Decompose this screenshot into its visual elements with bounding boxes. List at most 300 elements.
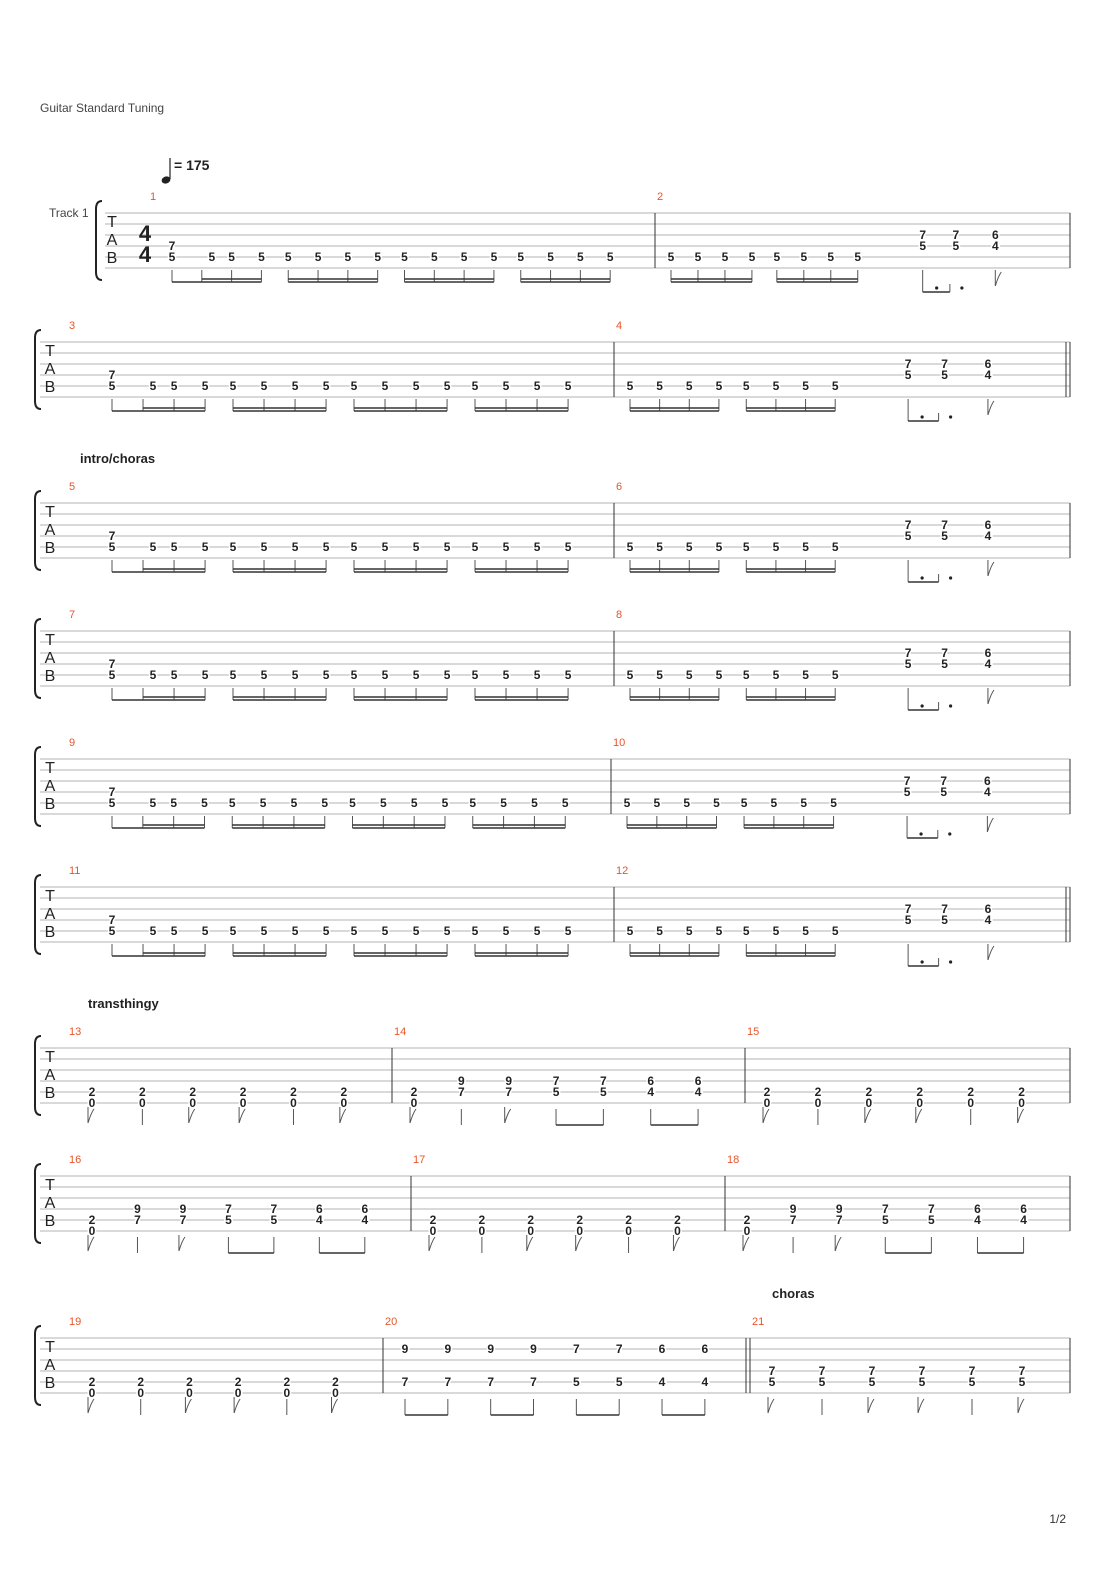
fret-number: 2	[814, 1085, 822, 1099]
tab-clef-letter: T	[45, 760, 55, 777]
tab-clef-letter: T	[45, 1177, 55, 1194]
fret-number: 5	[228, 250, 235, 264]
fret-number: 2	[88, 1375, 96, 1389]
note-flag	[1018, 1397, 1024, 1413]
tab-clef-letter: A	[44, 1195, 56, 1212]
fret-number: 2	[88, 1085, 96, 1099]
fret-number: 5	[656, 540, 663, 554]
fret-number: 0	[743, 1224, 751, 1238]
fret-number: 5	[379, 796, 387, 810]
fret-number: 9	[487, 1342, 495, 1356]
fret-number: 5	[802, 924, 809, 938]
fret-number: 0	[865, 1096, 873, 1110]
fret-number: 0	[763, 1096, 771, 1110]
fret-number: 5	[374, 250, 382, 264]
fret-number: 7	[108, 368, 116, 382]
fret-number: 5	[606, 250, 614, 264]
fret-number: 5	[831, 668, 839, 682]
measure-number: 21	[752, 1316, 765, 1328]
fret-number: 5	[623, 796, 631, 810]
fret-number: 5	[742, 924, 750, 938]
tab-clef-letter: B	[44, 668, 56, 685]
note-flag	[988, 944, 994, 960]
fret-number: 0	[88, 1224, 96, 1238]
fret-number: 5	[773, 250, 781, 264]
measure-number: 17	[413, 1154, 426, 1166]
fret-number: 5	[108, 379, 116, 393]
fret-number: 5	[321, 796, 329, 810]
fret-number: 5	[772, 924, 780, 938]
fret-number: 4	[984, 657, 992, 671]
fret-number: 0	[88, 1096, 96, 1110]
fret-number: 5	[918, 1375, 926, 1389]
note-flag	[987, 816, 993, 832]
fret-number: 5	[412, 924, 420, 938]
fret-number: 5	[941, 368, 948, 382]
fret-number: 5	[564, 379, 572, 393]
fret-number: 4	[647, 1085, 655, 1099]
fret-number: 7	[941, 902, 948, 916]
fret-number: 5	[228, 796, 236, 810]
fret-number: 5	[441, 796, 449, 810]
fret-number: 5	[533, 540, 541, 554]
fret-number: 5	[443, 379, 451, 393]
fret-number: 5	[471, 924, 479, 938]
fret-number: 5	[412, 540, 420, 554]
fret-number: 5	[401, 250, 408, 264]
fret-number: 5	[108, 540, 116, 554]
measure-number: 7	[69, 609, 76, 621]
fret-number: 5	[802, 379, 809, 393]
fret-number: 5	[626, 924, 634, 938]
fret-number: 0	[283, 1386, 291, 1400]
fret-number: 2	[137, 1375, 145, 1389]
fret-number: 5	[564, 668, 572, 682]
measure-number: 3	[69, 320, 76, 332]
fret-number: 5	[831, 924, 839, 938]
fret-number: 7	[225, 1202, 232, 1216]
fret-number: 5	[168, 250, 176, 264]
fret-number: 0	[1018, 1096, 1025, 1110]
note-flag	[988, 560, 994, 576]
fret-number: 6	[984, 357, 992, 371]
tab-clef-letter: B	[44, 1213, 56, 1230]
fret-number: 5	[229, 924, 237, 938]
section-label: intro/choras	[80, 451, 156, 466]
fret-number: 9	[401, 1342, 409, 1356]
fret-number: 0	[576, 1224, 584, 1238]
fret-number: 5	[471, 379, 479, 393]
fret-number: 0	[290, 1096, 297, 1110]
fret-number: 5	[653, 796, 661, 810]
fret-number: 5	[290, 796, 298, 810]
fret-number: 6	[984, 646, 992, 660]
fret-number: 5	[469, 796, 477, 810]
dot	[948, 832, 951, 835]
fret-number: 5	[694, 250, 702, 264]
tab-clef-letter: B	[44, 1085, 56, 1102]
fret-number: 5	[768, 1375, 776, 1389]
fret-number: 5	[904, 913, 912, 927]
fret-number: 0	[967, 1096, 975, 1110]
tab-clef-letter: B	[106, 250, 118, 267]
tab-clef-letter: T	[107, 214, 117, 231]
fret-number: 2	[743, 1213, 751, 1227]
fret-number: 2	[967, 1085, 975, 1099]
fret-number: 7	[134, 1213, 141, 1227]
fret-number: 0	[88, 1386, 96, 1400]
fret-number: 2	[410, 1085, 418, 1099]
fret-number: 2	[139, 1085, 146, 1099]
fret-number: 2	[189, 1085, 197, 1099]
fret-number: 5	[201, 379, 209, 393]
tab-clef-letter: A	[44, 778, 56, 795]
fret-number: 5	[291, 668, 299, 682]
fret-number: 7	[835, 1213, 843, 1227]
tab-clef-letter: T	[45, 343, 55, 360]
fret-number: 4	[974, 1213, 981, 1227]
fret-number: 5	[322, 540, 330, 554]
fret-number: 5	[552, 1085, 560, 1099]
fret-number: 5	[201, 668, 209, 682]
fret-number: 5	[941, 913, 948, 927]
fret-number: 5	[748, 250, 756, 264]
tab-clef-letter: A	[44, 650, 56, 667]
fret-number: 0	[814, 1096, 822, 1110]
fret-number: 5	[260, 668, 268, 682]
fret-number: 7	[552, 1074, 560, 1088]
fret-number: 9	[179, 1202, 187, 1216]
fret-number: 5	[229, 668, 237, 682]
tab-clef-letter: A	[44, 906, 56, 923]
fret-number: 5	[270, 1213, 278, 1227]
fret-number: 5	[968, 1375, 976, 1389]
fret-number: 9	[530, 1342, 537, 1356]
fret-number: 7	[789, 1213, 797, 1227]
fret-number: 5	[715, 379, 723, 393]
fret-number: 5	[561, 796, 569, 810]
fret-number: 4	[991, 239, 999, 253]
fret-number: 9	[458, 1074, 465, 1088]
tab-clef-letter: B	[44, 924, 56, 941]
fret-number: 5	[919, 239, 927, 253]
fret-number: 5	[685, 668, 693, 682]
fret-number: 2	[429, 1213, 437, 1227]
note-flag	[988, 399, 994, 415]
fret-number: 5	[802, 668, 809, 682]
fret-number: 6	[974, 1202, 981, 1216]
fret-number: 5	[531, 796, 538, 810]
note-flag	[768, 1397, 774, 1413]
time-signature-top: 4	[138, 221, 152, 246]
fret-number: 5	[772, 668, 780, 682]
fret-number: 5	[952, 239, 960, 253]
fret-number: 5	[564, 540, 572, 554]
fret-number: 5	[772, 379, 780, 393]
fret-number: 7	[573, 1342, 580, 1356]
fret-number: 5	[533, 379, 541, 393]
track-label: Track 1	[49, 206, 89, 220]
measure-number: 10	[613, 737, 626, 749]
dot	[919, 832, 922, 835]
fret-number: 5	[349, 796, 356, 810]
tab-clef-letter: B	[44, 540, 56, 557]
fret-number: 0	[625, 1224, 632, 1238]
tab-clef-letter: T	[45, 632, 55, 649]
fret-number: 5	[108, 668, 116, 682]
dot	[949, 415, 952, 418]
fret-number: 7	[108, 913, 116, 927]
fret-number: 5	[225, 1213, 232, 1227]
fret-number: 5	[170, 379, 178, 393]
fret-number: 2	[88, 1213, 96, 1227]
fret-number: 5	[800, 796, 808, 810]
fret-number: 5	[443, 668, 451, 682]
fret-number: 6	[984, 902, 992, 916]
fret-number: 7	[401, 1375, 409, 1389]
note-flag	[868, 1397, 874, 1413]
fret-number: 0	[189, 1096, 197, 1110]
fret-number: 0	[527, 1224, 535, 1238]
tab-clef-letter: T	[45, 888, 55, 905]
fret-number: 5	[615, 1375, 623, 1389]
fret-number: 5	[1018, 1375, 1026, 1389]
fret-number: 5	[626, 379, 634, 393]
tab-clef-letter: A	[106, 232, 118, 249]
fret-number: 5	[881, 1213, 889, 1227]
fret-number: 7	[768, 1364, 776, 1378]
fret-number: 7	[904, 646, 912, 660]
fret-number: 6	[694, 1074, 702, 1088]
fret-number: 5	[443, 540, 451, 554]
fret-number: 5	[600, 1085, 607, 1099]
fret-number: 5	[412, 379, 420, 393]
fret-number: 5	[904, 657, 912, 671]
section-label: choras	[772, 1286, 815, 1301]
fret-number: 4	[658, 1375, 666, 1389]
measure-number: 4	[616, 320, 623, 332]
fret-number: 7	[941, 646, 948, 660]
fret-number: 6	[647, 1074, 655, 1088]
fret-number: 2	[527, 1213, 535, 1227]
fret-number: 4	[694, 1085, 702, 1099]
fret-number: 6	[316, 1202, 323, 1216]
fret-number: 5	[350, 540, 358, 554]
fret-number: 5	[260, 379, 268, 393]
tab-clef-letter: B	[44, 379, 56, 396]
fret-number: 5	[149, 924, 157, 938]
fret-number: 2	[234, 1375, 242, 1389]
dot	[921, 415, 924, 418]
fret-number: 9	[835, 1202, 843, 1216]
fret-number: 4	[984, 529, 992, 543]
fret-number: 7	[458, 1085, 465, 1099]
fret-number: 9	[505, 1074, 513, 1088]
fret-number: 5	[291, 924, 299, 938]
fret-number: 6	[701, 1342, 709, 1356]
fret-number: 7	[904, 357, 912, 371]
fret-number: 7	[444, 1375, 452, 1389]
fret-number: 5	[802, 540, 809, 554]
fret-number: 4	[984, 785, 991, 799]
fret-number: 7	[108, 657, 116, 671]
fret-number: 7	[108, 785, 116, 799]
fret-number: 6	[984, 774, 991, 788]
fret-number: 5	[818, 1375, 826, 1389]
fret-number: 5	[941, 657, 948, 671]
fret-number: 7	[904, 518, 912, 532]
fret-number: 5	[683, 796, 691, 810]
fret-number: 2	[674, 1213, 681, 1227]
fret-number: 7	[505, 1085, 513, 1099]
tuning-label: Guitar Standard Tuning	[40, 101, 165, 115]
fret-number: 5	[314, 250, 322, 264]
fret-number: 7	[940, 774, 948, 788]
fret-number: 4	[984, 368, 992, 382]
fret-number: 6	[361, 1202, 369, 1216]
fret-number: 5	[940, 785, 948, 799]
fret-number: 4	[361, 1213, 369, 1227]
fret-number: 5	[381, 540, 389, 554]
fret-number: 5	[831, 540, 839, 554]
tab-clef-letter: A	[44, 1067, 56, 1084]
measure-number: 18	[727, 1154, 740, 1166]
fret-number: 5	[260, 540, 268, 554]
fret-number: 5	[201, 540, 209, 554]
fret-number: 5	[656, 379, 663, 393]
note-flag	[995, 270, 1001, 286]
fret-number: 5	[108, 796, 116, 810]
fret-number: 5	[460, 250, 468, 264]
measure-number: 11	[69, 865, 81, 877]
fret-number: 5	[322, 379, 330, 393]
fret-number: 5	[500, 796, 507, 810]
fret-number: 2	[239, 1085, 247, 1099]
fret-number: 5	[170, 540, 178, 554]
fret-number: 5	[412, 668, 420, 682]
dot	[949, 704, 952, 707]
fret-number: 2	[340, 1085, 348, 1099]
fret-number: 5	[854, 250, 862, 264]
fret-number: 0	[234, 1386, 242, 1400]
measure-number: 19	[69, 1316, 82, 1328]
measure-number: 1	[150, 191, 157, 203]
fret-number: 0	[239, 1096, 247, 1110]
note-flag	[918, 1397, 924, 1413]
fret-number: 4	[701, 1375, 709, 1389]
fret-number: 5	[350, 379, 358, 393]
fret-number: 0	[340, 1096, 348, 1110]
fret-number: 5	[547, 250, 554, 264]
fret-number: 2	[283, 1375, 291, 1389]
fret-number: 0	[916, 1096, 924, 1110]
measure-number: 15	[747, 1026, 760, 1038]
tab-clef-letter: T	[45, 1049, 55, 1066]
fret-number: 7	[615, 1342, 623, 1356]
fret-number: 5	[170, 796, 178, 810]
tab-clef-letter: B	[44, 1375, 56, 1392]
fret-number: 5	[904, 368, 912, 382]
fret-number: 5	[713, 796, 720, 810]
system-bracket	[96, 201, 102, 280]
fret-number: 7	[968, 1364, 976, 1378]
fret-number: 5	[564, 924, 572, 938]
fret-number: 0	[332, 1386, 339, 1400]
fret-number: 5	[715, 924, 723, 938]
fret-number: 5	[471, 540, 479, 554]
fret-number: 5	[443, 924, 451, 938]
fret-number: 5	[533, 668, 541, 682]
fret-number: 5	[502, 379, 510, 393]
fret-number: 7	[881, 1202, 889, 1216]
fret-number: 5	[517, 250, 525, 264]
note-flag	[179, 1235, 185, 1251]
page-number: 1/2	[1049, 1512, 1066, 1526]
fret-number: 7	[903, 774, 911, 788]
fret-number: 0	[139, 1096, 146, 1110]
fret-number: 5	[533, 924, 541, 938]
tab-clef-letter: A	[44, 361, 56, 378]
fret-number: 5	[685, 540, 693, 554]
fret-number: 0	[429, 1224, 437, 1238]
fret-number: 2	[865, 1085, 873, 1099]
fret-number: 7	[1018, 1364, 1026, 1378]
fret-number: 5	[291, 379, 299, 393]
fret-number: 7	[918, 1364, 926, 1378]
measure-number: 5	[69, 481, 76, 493]
fret-number: 5	[201, 796, 208, 810]
fret-number: 5	[149, 540, 157, 554]
fret-number: 5	[770, 796, 778, 810]
fret-number: 7	[108, 529, 116, 543]
fret-number: 5	[322, 924, 330, 938]
dot	[921, 704, 924, 707]
measure-number: 13	[69, 1026, 82, 1038]
fret-number: 7	[941, 518, 948, 532]
fret-number: 5	[381, 379, 389, 393]
fret-number: 0	[410, 1096, 418, 1110]
fret-number: 7	[928, 1202, 935, 1216]
fret-number: 7	[179, 1213, 187, 1227]
tab-clef-letter: B	[44, 796, 56, 813]
fret-number: 5	[284, 250, 292, 264]
fret-number: 7	[904, 902, 912, 916]
section-label: transthingy	[88, 996, 159, 1011]
fret-number: 5	[344, 250, 352, 264]
fret-number: 5	[626, 540, 634, 554]
fret-number: 5	[721, 250, 729, 264]
fret-number: 2	[576, 1213, 584, 1227]
tab-clef-letter: T	[45, 1339, 55, 1356]
fret-number: 5	[322, 668, 330, 682]
fret-number: 5	[258, 250, 265, 264]
fret-number: 5	[868, 1375, 876, 1389]
time-signature-bottom: 4	[138, 242, 152, 267]
fret-number: 2	[1018, 1085, 1025, 1099]
note-flag	[835, 1235, 841, 1251]
fret-number: 5	[260, 924, 268, 938]
fret-number: 5	[350, 668, 358, 682]
fret-number: 5	[259, 796, 267, 810]
note-flag	[988, 688, 994, 704]
measure-number: 6	[616, 481, 623, 493]
fret-number: 7	[168, 239, 176, 253]
fret-number: 5	[715, 668, 723, 682]
fret-number: 5	[502, 540, 510, 554]
fret-number: 5	[742, 540, 750, 554]
tab-clef-letter: T	[45, 504, 55, 521]
fret-number: 5	[831, 379, 839, 393]
